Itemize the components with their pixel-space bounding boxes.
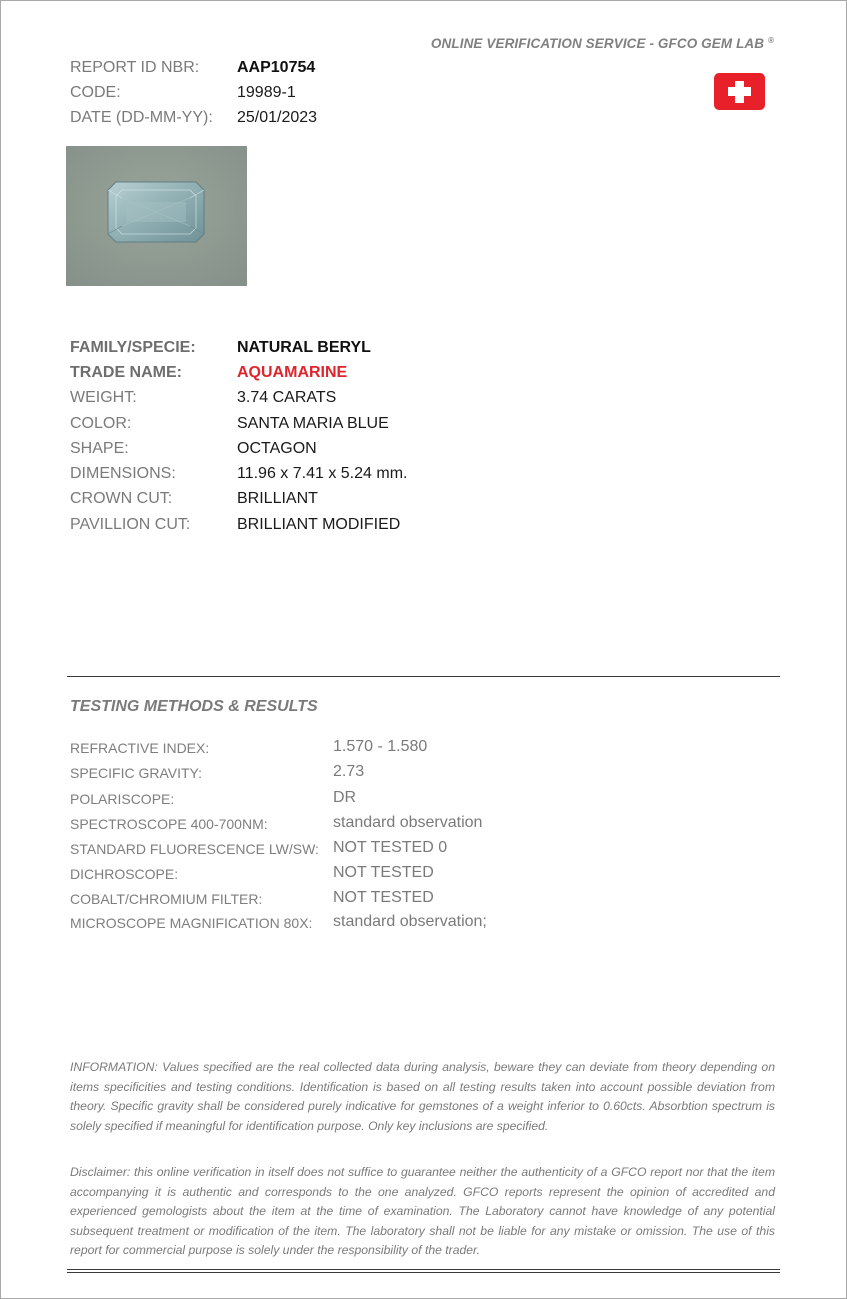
trade-name-value: AQUAMARINE [237,364,348,381]
code-label: CODE: [70,84,121,101]
flag-cross-horizontal [728,87,751,96]
shape-value: OCTAGON [237,440,317,457]
test-label: SPECTROSCOPE 400-700NM: [70,816,268,832]
test-label: POLARISCOPE: [70,791,175,807]
crown-cut-label: CROWN CUT: [70,490,173,507]
test-value: NOT TESTED [333,889,434,906]
weight-value: 3.74 CARATS [237,389,337,406]
test-value: 1.570 - 1.580 [333,738,428,755]
report-id-label: REPORT ID NBR: [70,59,200,76]
registered-mark: ® [768,36,774,45]
report-id-value: AAP10754 [237,59,316,76]
test-label: MICROSCOPE MAGNIFICATION 80X: [70,915,313,931]
dimensions-label: DIMENSIONS: [70,465,176,482]
family-value: NATURAL BERYL [237,339,371,356]
test-label: STANDARD FLUORESCENCE LW/SW: [70,841,319,857]
test-label: DICHROSCOPE: [70,866,179,882]
trade-name-label: TRADE NAME: [70,364,182,381]
information-text: INFORMATION: Values specified are the real collected data during analysis, beware they can deviate from theory depending on items specificities and testing conditions. Identification is based on all testing results taken into account possible deviation from theory. Specific gravity shall be considered purely indicative for gemstones of a weight inferior to 0.60cts. Absorbtion spectrum is solely specified if meaningful for identification purpose. Only key inclusions are specified. [70,1060,775,1133]
date-value: 25/01/2023 [237,109,318,126]
footer-rule-top [67,1269,780,1270]
disclaimer-text: Disclaimer: this online verification in itself does not suffice to guarantee neither the authenticity of a GFCO report nor that the item accompanying it is authentic and corresponds to the one analyzed. GFCO reports represent the opinion of accredited and experienced gemologists about the item at the time of examination. The Laboratory cannot have knowledge of any potential subsequent treatment or modification of the item. The laboratory shall not be liable for any mistake or omission. The use of this report for commercial purpose is solely under the responsibility of the trader. [70,1165,775,1258]
color-value: SANTA MARIA BLUE [237,415,389,432]
pavillion-cut-value: BRILLIANT MODIFIED [237,516,401,533]
service-title-text: ONLINE VERIFICATION SERVICE - GFCO GEM LAB [430,36,765,51]
code-value: 19989-1 [237,84,296,101]
test-label: COBALT/CHROMIUM FILTER: [70,891,263,907]
test-label: REFRACTIVE INDEX: [70,740,210,756]
test-value: 2.73 [333,763,365,780]
color-label: COLOR: [70,415,132,432]
section-divider [67,676,780,677]
testing-section-title: TESTING METHODS & RESULTS [70,698,318,715]
footer-rule-bottom [67,1272,780,1273]
crown-cut-value: BRILLIANT [237,490,318,507]
test-value: DR [333,789,357,806]
pavillion-cut-label: PAVILLION CUT: [70,516,191,533]
test-value: NOT TESTED [333,864,434,881]
service-title [431,36,774,51]
test-label: SPECIFIC GRAVITY: [70,765,202,781]
test-value: standard observation [333,814,483,831]
family-label: FAMILY/SPECIE: [70,339,196,356]
weight-label: WEIGHT: [70,389,137,406]
test-value: NOT TESTED 0 [333,839,448,856]
date-label: DATE (DD-MM-YY): [70,109,213,126]
shape-label: SHAPE: [70,440,129,457]
gem-photo [66,146,247,286]
dimensions-value: 11.96 x 7.41 x 5.24 mm. [237,465,408,482]
swiss-flag-icon [714,73,765,110]
test-value: standard observation; [333,913,487,930]
